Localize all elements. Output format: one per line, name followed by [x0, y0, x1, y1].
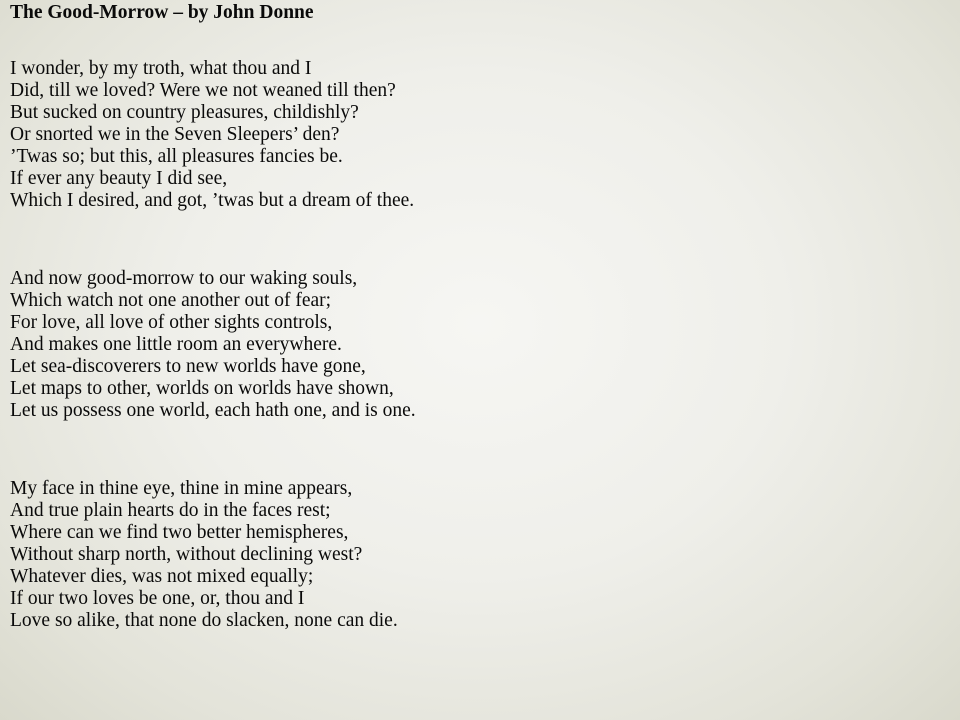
- poem-line: Which I desired, and got, ’twas but a dream of thee.: [10, 190, 415, 211]
- stanza-3: [10, 478, 398, 632]
- poem-line: And now good-morrow to our waking souls,: [10, 268, 358, 289]
- poem-line: My face in thine eye, thine in mine appears,: [10, 478, 353, 499]
- poem-line: ’Twas so; but this, all pleasures fancies be.: [10, 146, 343, 167]
- poem-line: But sucked on country pleasures, childishly?: [10, 102, 359, 123]
- poem-line: Which watch not one another out of fear;: [10, 290, 332, 311]
- poem-line: If our two loves be one, or, thou and I: [10, 588, 305, 609]
- poem-line: For love, all love of other sights controls,: [10, 312, 333, 333]
- poem-line: And true plain hearts do in the faces rest;: [10, 500, 331, 521]
- poem-line: Without sharp north, without declining west?: [10, 544, 363, 565]
- poem-line: And makes one little room an everywhere.: [10, 334, 342, 355]
- poem-line: Let us possess one world, each hath one, and is one.: [10, 400, 416, 421]
- poem-line: I wonder, by my troth, what thou and I: [10, 58, 312, 79]
- poem-line: Let sea-discoverers to new worlds have gone,: [10, 356, 366, 377]
- poem-line: If ever any beauty I did see,: [10, 168, 228, 189]
- poem-line: Love so alike, that none do slacken, none can die.: [10, 610, 398, 631]
- poem-line: Let maps to other, worlds on worlds have shown,: [10, 378, 394, 399]
- poem-container: [10, 0, 940, 631]
- poem-line: Where can we find two better hemispheres,: [10, 522, 349, 543]
- poem-line: Did, till we loved? Were we not weaned till then?: [10, 80, 396, 101]
- stanza-1: [10, 58, 414, 212]
- poem-line: Or snorted we in the Seven Sleepers’ den?: [10, 124, 340, 145]
- poem-title: The Good-Morrow – by John Donne: [10, 2, 314, 23]
- poem-line: Whatever dies, was not mixed equally;: [10, 566, 314, 587]
- stanza-2: [10, 268, 416, 422]
